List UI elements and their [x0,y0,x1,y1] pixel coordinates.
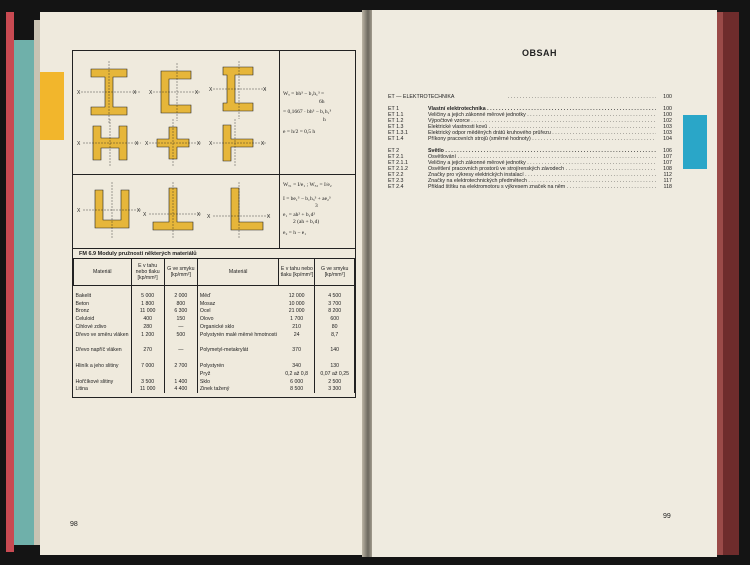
table-row [74,308,355,316]
formula-line: I = be₁³ − b₁h₃³ + ae₂³ [283,196,331,202]
svg-text:X: X [209,87,213,93]
toc-title: Veličiny a jejich zákonné měrové jednotky . . . [428,112,656,118]
formula-box-2 [279,174,355,248]
table-cell: 6 300 [164,308,197,316]
toc-title: Osvětlování . . . [428,154,656,160]
table-cell [315,339,355,347]
table-cell: 800 [164,300,197,308]
table-cell: Olovo [199,316,214,323]
column-header: G ve smyku [kp/mm²] [315,259,355,286]
svg-text:X: X [267,214,271,220]
table-cell: Polymetyl-metakrylát [199,347,249,354]
page-number-left: 98 [70,521,78,528]
table-row [74,378,355,386]
table-cell: Sklo [199,378,210,385]
section-diagrams-row-2 [73,174,355,249]
table-cell: 8 200 [315,308,355,316]
table-cell [74,339,132,347]
toc-title: Značky na elektrotechnických předmětech . . . [428,178,656,184]
table-cell [131,354,164,362]
table-cell [197,339,278,347]
toc-page-number: 107 [663,160,672,166]
table-cell: — [164,323,197,331]
toc-page-number: 100 [663,112,672,118]
toc-page-number: 118 [663,184,672,190]
table-cell: 3 700 [315,300,355,308]
book-edge-teal [14,40,34,545]
section-diagrams-2 [73,174,280,248]
table-cell: 11 000 [131,308,164,316]
section-diagrams-row-1 [73,51,355,175]
table-cell: — [164,347,197,355]
table-cell: Měď [199,292,211,299]
toc-code: ET 1.1 [388,112,404,118]
toc-page-number: 107 [663,154,672,160]
toc-title: Osvětlení pracovních prostorů ve strojírenských závodech . . . [428,166,656,172]
formula-line: e = h/2 = 0,5 h [283,129,316,135]
formula-line: Wₓ₁ = I/e₁ ; Wₓ₂ = I/e₂ [283,182,332,188]
table-cell: 210 [279,323,315,331]
table-cell: 2 700 [164,362,197,370]
toc-code: ET 1.3 [388,124,404,130]
table-cell: Bronz [74,308,132,316]
table-cell: 1 800 [131,300,164,308]
toc-page-number: 103 [663,124,672,130]
toc-page-number: 103 [663,130,672,136]
section-diagrams-1 [73,51,280,174]
table-title: FM 6.9 Moduly pružnosti některých materiálů [79,251,197,257]
thumb-tab-yellow [40,72,64,140]
toc-title: Elektrické vlastnosti kovů . . . [428,124,656,130]
table-cell: 10 000 [279,300,315,308]
table-cell: 2 500 [315,378,355,386]
materials-table [73,258,355,393]
toc-title: Elektrický odpor měděných drátů kruhového průřezu . . . [428,130,656,136]
table-row [74,300,355,308]
formula-line: e₁ = ah² + b₁d² [283,212,315,218]
toc-title [508,94,656,100]
toc-code: ET 2 [388,148,400,154]
toc-title: Přiklad štítku na elektromotoru s výkresem značek na něm . . . [428,184,656,190]
left-page-frame [72,50,356,398]
page-number-right: 99 [663,513,671,520]
table-row [74,331,355,339]
table-cell [164,354,197,362]
toc-title: Světlo . . . [428,148,656,154]
toc-title: Vlastní elektrotechnika . . . [428,106,656,112]
toc-page-number: 117 [663,178,672,184]
svg-text:X: X [195,90,199,96]
table-cell: 1 700 [279,315,315,323]
toc-title: Příkony pracovních strojů (směrné hodnoty) . . . [428,136,656,142]
table-cell: 150 [164,315,197,323]
table-cell: 140 [315,347,355,355]
formula-box-1 [279,51,355,174]
column-header: E v tahu nebo tlaku [kp/mm²] [131,259,164,286]
toc-code: ET 2.2 [388,172,404,178]
toc-code: ET 2.1.2 [388,166,408,172]
table-cell: 400 [131,315,164,323]
table-cell: Celuloid [74,315,132,323]
table-row [74,362,355,370]
formula-line: = 0,1667 · bh³ − b₁h₁³ [283,109,332,115]
toc-page-number: 104 [663,136,672,142]
table-cell: 370 [279,347,315,355]
table-cell: 4 400 [164,386,197,394]
table-cell: 8,7 [315,331,355,339]
svg-text:X: X [77,90,81,96]
table-cell [164,370,197,378]
svg-text:X: X [77,208,81,214]
svg-text:X: X [135,141,139,147]
table-row [74,386,355,394]
table-cell: 2 000 [164,286,197,300]
table-row [74,323,355,331]
table-cell: Beton [74,300,132,308]
table-cell [315,354,355,362]
toc-title: Značky pro výkresy elektrických instalací . . . [428,172,656,178]
table-cell [131,370,164,378]
column-header: G ve smyku [kp/mm²] [164,259,197,286]
thumb-tab-blue [683,115,707,169]
book-edge-red [6,12,14,552]
table-cell [279,339,315,347]
table-row [74,339,355,347]
toc-page-number: 102 [663,118,672,124]
table-cell: Pryž [199,370,211,377]
svg-text:X: X [197,212,201,218]
svg-text:X: X [145,141,149,147]
table-cell: 1 400 [164,378,197,386]
table-cell: 11 000 [131,386,164,394]
table-cell: 4 500 [315,286,355,300]
toc-entry [388,184,672,190]
column-header: Materiál [197,259,278,286]
toc-page-number: 106 [663,148,672,154]
cross-section-diagrams-2 [73,174,279,248]
svg-text:X: X [143,212,147,218]
table-cell: Zinek tažený [199,386,230,393]
table-cell [164,339,197,347]
table-cell: 3 300 [315,386,355,394]
table-row [74,286,355,300]
table-cell [197,354,278,362]
table-cell [131,339,164,347]
table-cell: Cihlové zdivo [74,323,132,331]
table-cell: 3 500 [131,378,164,386]
contents-heading: OBSAH [522,48,558,58]
table-cell: 280 [131,323,164,331]
table-body [74,286,355,394]
table-cell: 1 200 [131,331,164,339]
table-cell [74,354,132,362]
table-row [74,315,355,323]
table-cell: Mosaz [199,300,216,307]
table-cell: Polystyrén malé měrné hmotnosti [199,331,277,338]
toc-code: ET — ELEKTROTECHNIKA [388,94,455,100]
table-cell [279,354,315,362]
svg-text:X: X [137,208,141,214]
table-cell: 130 [315,362,355,370]
toc-title: Výpočtové vzorce . . . [428,118,656,124]
svg-text:X: X [77,141,81,147]
toc-page-number: 100 [663,94,672,100]
formula-line: 3 [315,203,318,209]
formula-line: 6h [319,99,325,105]
table-cell: 5 000 [131,286,164,300]
table-cell [74,370,132,378]
column-header: E v tahu nebo tlaku [kp/mm²] [279,259,315,286]
svg-text:X: X [207,214,211,220]
table-cell: Hliník a jeho slitiny [74,362,132,370]
toc-code: ET 1.2 [388,118,404,124]
toc-code: ET 2.1 [388,154,404,160]
toc-page-number: 100 [663,106,672,112]
column-header: Materiál [74,259,132,286]
toc-entry [388,94,672,100]
toc-entry [388,136,672,142]
toc-code: ET 2.3 [388,178,404,184]
svg-text:X: X [149,90,153,96]
svg-text:X: X [263,87,267,93]
formula-line: 2 (ah + b₁d) [293,219,320,225]
right-page [372,10,717,557]
table-cell: 8 500 [279,386,315,394]
table-row [74,354,355,362]
formula-line: Wₓ = bh³ − b₁h₁³ = [283,91,325,97]
formula-line: h [323,117,326,123]
book-edge-right-inner [717,12,723,555]
svg-text:X: X [133,90,137,96]
table-cell: 6 000 [279,378,315,386]
svg-text:X: X [209,141,213,147]
table-row [74,347,355,355]
table-header-row [74,259,355,286]
toc-code: ET 1.4 [388,136,404,142]
table-cell: 0,07 až 0,25 [315,370,355,378]
toc-page-number: 108 [663,166,672,172]
toc-code: ET 1.3.1 [388,130,408,136]
table-cell: Ocel [199,308,211,315]
svg-text:X: X [261,141,265,147]
table-cell: 600 [315,315,355,323]
toc-code: ET 1 [388,106,400,112]
table-cell: Dřevo napříč vláken [74,347,132,355]
table-of-contents [388,94,672,190]
table-cell: 24 [279,331,315,339]
table-cell: 12 000 [279,286,315,300]
table-cell: Polystyrén [199,363,225,370]
table-cell: 340 [279,362,315,370]
cross-section-diagrams-1 [73,51,279,174]
table-row [74,370,355,378]
table-cell: Dřevo ve směru vláken [74,331,132,339]
toc-code: ET 2.4 [388,184,404,190]
table-cell: 80 [315,323,355,331]
table-cell: 7 000 [131,362,164,370]
svg-text:X: X [197,141,201,147]
table-cell: 500 [164,331,197,339]
formula-line: e₂ = h − e₁ [283,230,307,236]
table-cell: Bakelit [74,286,132,300]
table-cell: 270 [131,347,164,355]
toc-code: ET 2.1.1 [388,160,408,166]
table-cell: Hořčíkové slitiny [74,378,132,386]
table-cell: Organické sklo [199,324,235,331]
table-cell: 0,2 až 0,8 [279,370,315,378]
table-cell: Litina [74,386,132,394]
toc-page-number: 112 [663,172,672,178]
table-cell: 21 000 [279,308,315,316]
toc-title: Veličiny a jejich zákonné měrové jednotky . . . [428,160,656,166]
